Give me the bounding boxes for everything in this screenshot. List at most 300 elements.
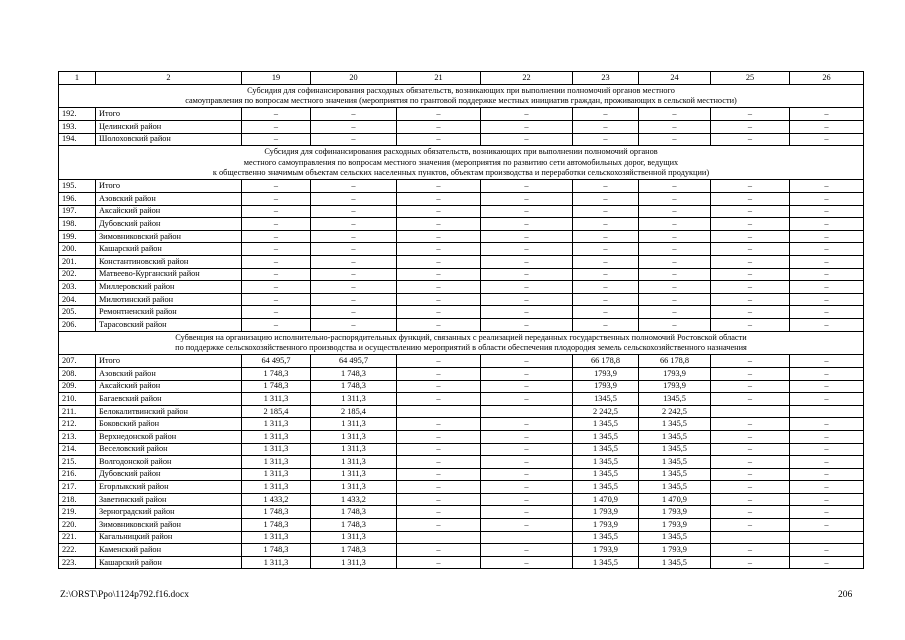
value-cell: – — [481, 468, 573, 481]
value-cell: 1 793,9 — [639, 544, 711, 557]
row-number: 198. — [59, 218, 96, 231]
value-cell: – — [311, 255, 397, 268]
value-cell: – — [790, 243, 864, 256]
section-title-line: Субсидия для софинансирования расходных обязательств, возникающих при выполнении полномочий органов — [264, 147, 658, 157]
value-cell: – — [711, 108, 790, 121]
value-cell: – — [311, 281, 397, 294]
table-row — [59, 519, 864, 532]
table-row — [59, 355, 864, 368]
value-cell: – — [573, 180, 639, 193]
value-cell: 1 748,3 — [242, 506, 311, 519]
value-cell: – — [481, 456, 573, 469]
value-cell: 1 311,3 — [311, 418, 397, 431]
table-row — [59, 456, 864, 469]
value-cell: – — [711, 293, 790, 306]
value-cell: 1 311,3 — [311, 443, 397, 456]
value-cell: – — [790, 493, 864, 506]
value-cell: – — [242, 205, 311, 218]
value-cell: – — [573, 268, 639, 281]
section-title-line: местного самоуправления по вопросам местного значения (мероприятия по развитию сети автомобильных дорог, ведущих — [243, 157, 679, 167]
value-cell: – — [711, 205, 790, 218]
value-cell: – — [397, 430, 481, 443]
value-cell: – — [711, 218, 790, 231]
table-row — [59, 318, 864, 331]
value-cell: – — [711, 133, 790, 146]
value-cell: 1793,9 — [639, 367, 711, 380]
row-name: Азовский район — [96, 367, 242, 380]
value-cell: – — [639, 318, 711, 331]
table-row — [59, 418, 864, 431]
value-cell: – — [397, 443, 481, 456]
value-cell: 2 185,4 — [242, 405, 311, 418]
value-cell: – — [242, 108, 311, 121]
value-cell: – — [481, 506, 573, 519]
row-name: Багаевский район — [96, 393, 242, 406]
value-cell: – — [481, 281, 573, 294]
value-cell: – — [242, 243, 311, 256]
table-row — [59, 121, 864, 134]
value-cell: 1 311,3 — [311, 531, 397, 544]
value-cell: – — [639, 218, 711, 231]
table-row — [59, 443, 864, 456]
footer-file-path: Z:\ORST\Ppo\1124p792.f16.docx — [60, 590, 189, 600]
value-cell: – — [711, 418, 790, 431]
value-cell: – — [481, 556, 573, 569]
row-number: 197. — [59, 205, 96, 218]
value-cell: – — [481, 121, 573, 134]
value-cell: – — [397, 367, 481, 380]
row-number: 220. — [59, 519, 96, 532]
value-cell: 1 470,9 — [573, 493, 639, 506]
value-cell: – — [790, 180, 864, 193]
row-name: Аксайский район — [96, 205, 242, 218]
row-number: 215. — [59, 456, 96, 469]
value-cell: – — [711, 121, 790, 134]
value-cell: – — [573, 205, 639, 218]
row-number: 211. — [59, 405, 96, 418]
section-header-row — [59, 84, 864, 108]
value-cell: 1 345,5 — [573, 531, 639, 544]
value-cell: 1 345,5 — [573, 456, 639, 469]
value-cell: 1793,9 — [573, 367, 639, 380]
table-row — [59, 306, 864, 319]
value-cell: – — [481, 255, 573, 268]
value-cell: – — [790, 468, 864, 481]
row-number: 212. — [59, 418, 96, 431]
table-body — [59, 72, 864, 569]
value-cell: – — [573, 108, 639, 121]
value-cell: – — [790, 556, 864, 569]
value-cell: 1 345,5 — [639, 481, 711, 494]
value-cell: 1 345,5 — [639, 430, 711, 443]
value-cell: – — [242, 318, 311, 331]
row-number: 222. — [59, 544, 96, 557]
row-number: 221. — [59, 531, 96, 544]
value-cell: – — [573, 281, 639, 294]
value-cell: – — [790, 121, 864, 134]
value-cell: – — [397, 306, 481, 319]
value-cell: – — [481, 367, 573, 380]
value-cell: – — [711, 243, 790, 256]
table-row — [59, 556, 864, 569]
row-name: Каменский район — [96, 544, 242, 557]
value-cell: – — [397, 556, 481, 569]
value-cell: 1 311,3 — [311, 430, 397, 443]
section-title-line: к общественно значимым объектам сельских населенных пунктов, объектам производства и переработки сельскохозяйственной продукции) — [212, 168, 710, 177]
row-name: Верхнедонской район — [96, 430, 242, 443]
value-cell: – — [481, 380, 573, 393]
value-cell: – — [481, 243, 573, 256]
table-row — [59, 268, 864, 281]
value-cell: 1 345,5 — [639, 443, 711, 456]
value-cell: – — [481, 318, 573, 331]
row-number: 210. — [59, 393, 96, 406]
row-number: 213. — [59, 430, 96, 443]
row-name: Итого — [96, 180, 242, 193]
value-cell: – — [397, 393, 481, 406]
value-cell — [711, 531, 790, 544]
value-cell: – — [397, 418, 481, 431]
value-cell: – — [397, 355, 481, 368]
value-cell: – — [639, 268, 711, 281]
value-cell: – — [790, 218, 864, 231]
value-cell: – — [790, 133, 864, 146]
value-cell: – — [481, 180, 573, 193]
value-cell: – — [397, 108, 481, 121]
row-name: Заветинский район — [96, 493, 242, 506]
value-cell: – — [711, 255, 790, 268]
table-row — [59, 243, 864, 256]
value-cell: 1345,5 — [573, 393, 639, 406]
value-cell: – — [711, 380, 790, 393]
value-cell: 66 178,8 — [639, 355, 711, 368]
row-name: Веселовский район — [96, 443, 242, 456]
value-cell: 1 311,3 — [242, 443, 311, 456]
value-cell: – — [481, 481, 573, 494]
row-name: Азовский район — [96, 193, 242, 206]
value-cell: 1 311,3 — [311, 556, 397, 569]
value-cell: – — [481, 493, 573, 506]
row-name: Милютинский район — [96, 293, 242, 306]
value-cell: – — [311, 318, 397, 331]
value-cell: 1 311,3 — [242, 418, 311, 431]
value-cell: – — [639, 306, 711, 319]
value-cell: 1 311,3 — [242, 393, 311, 406]
table-row — [59, 108, 864, 121]
value-cell: – — [397, 243, 481, 256]
section-title-line: Субсидия для софинансирования расходных обязательств, возникающих при выполнении полномочий органов местного — [247, 85, 675, 95]
section-title-line: Субвенция на организацию исполнительно-распорядительных функций, связанных с реализацией переданных государственных полномочий Ростовской области — [175, 332, 747, 342]
table-row — [59, 230, 864, 243]
row-number: 206. — [59, 318, 96, 331]
value-cell: – — [397, 218, 481, 231]
value-cell: – — [311, 133, 397, 146]
table-row — [59, 393, 864, 406]
value-cell: 1 748,3 — [311, 506, 397, 519]
value-cell: – — [790, 255, 864, 268]
value-cell: – — [790, 380, 864, 393]
table-row — [59, 180, 864, 193]
value-cell: 64 495,7 — [311, 355, 397, 368]
value-cell: – — [397, 493, 481, 506]
value-cell: – — [790, 355, 864, 368]
row-name: Боковский район — [96, 418, 242, 431]
value-cell: – — [311, 193, 397, 206]
value-cell: – — [711, 355, 790, 368]
value-cell: – — [397, 121, 481, 134]
value-cell: – — [311, 293, 397, 306]
value-cell: – — [711, 393, 790, 406]
value-cell: – — [639, 193, 711, 206]
value-cell: 1 748,3 — [311, 544, 397, 557]
value-cell: – — [481, 205, 573, 218]
value-cell — [790, 531, 864, 544]
column-header: 21 — [397, 72, 481, 85]
value-cell: 1 311,3 — [311, 481, 397, 494]
value-cell: 1 470,9 — [639, 493, 711, 506]
value-cell: 1 433,2 — [311, 493, 397, 506]
section-header-row — [59, 146, 864, 180]
value-cell: – — [311, 230, 397, 243]
value-cell: – — [573, 218, 639, 231]
value-cell: – — [639, 133, 711, 146]
value-cell: – — [573, 121, 639, 134]
table-row — [59, 293, 864, 306]
value-cell: – — [481, 393, 573, 406]
value-cell: – — [711, 193, 790, 206]
value-cell: – — [790, 108, 864, 121]
row-name: Кагальницкий район — [96, 531, 242, 544]
value-cell: 1 311,3 — [311, 468, 397, 481]
value-cell: – — [790, 318, 864, 331]
value-cell: – — [481, 306, 573, 319]
value-cell: – — [711, 544, 790, 557]
value-cell: 1 311,3 — [311, 393, 397, 406]
value-cell: 1 793,9 — [639, 519, 711, 532]
row-number: 216. — [59, 468, 96, 481]
value-cell: 1 748,3 — [242, 544, 311, 557]
value-cell: 1 793,9 — [639, 506, 711, 519]
value-cell: – — [573, 293, 639, 306]
value-cell: – — [481, 268, 573, 281]
value-cell: 1 433,2 — [242, 493, 311, 506]
value-cell: – — [397, 180, 481, 193]
value-cell: – — [790, 230, 864, 243]
column-header: 2 — [96, 72, 242, 85]
value-cell — [397, 531, 481, 544]
value-cell: – — [311, 205, 397, 218]
value-cell: – — [711, 481, 790, 494]
column-header: 23 — [573, 72, 639, 85]
value-cell: – — [481, 519, 573, 532]
value-cell: – — [790, 367, 864, 380]
value-cell: 1 345,5 — [573, 430, 639, 443]
row-name: Итого — [96, 108, 242, 121]
column-header: 24 — [639, 72, 711, 85]
row-number: 192. — [59, 108, 96, 121]
value-cell: – — [639, 108, 711, 121]
value-cell: – — [711, 268, 790, 281]
value-cell: – — [397, 468, 481, 481]
row-name: Егорлыкский район — [96, 481, 242, 494]
value-cell: 1 748,3 — [242, 367, 311, 380]
value-cell: – — [397, 205, 481, 218]
value-cell: 1 311,3 — [242, 468, 311, 481]
table-row — [59, 405, 864, 418]
value-cell: 1 311,3 — [242, 456, 311, 469]
row-number: 194. — [59, 133, 96, 146]
value-cell: – — [639, 281, 711, 294]
value-cell: – — [397, 255, 481, 268]
value-cell: – — [481, 443, 573, 456]
column-header: 19 — [242, 72, 311, 85]
value-cell: – — [481, 108, 573, 121]
value-cell: – — [397, 230, 481, 243]
value-cell: 1 311,3 — [242, 430, 311, 443]
value-cell: 1 748,3 — [242, 519, 311, 532]
value-cell: 66 178,8 — [573, 355, 639, 368]
section-header-row — [59, 331, 864, 355]
value-cell: – — [311, 121, 397, 134]
footer-page-number: 206 — [838, 590, 853, 600]
row-name: Волгодонской район — [96, 456, 242, 469]
row-number: 202. — [59, 268, 96, 281]
row-name: Дубовский район — [96, 218, 242, 231]
value-cell: – — [481, 133, 573, 146]
value-cell: 1 748,3 — [311, 519, 397, 532]
value-cell: 1793,9 — [639, 380, 711, 393]
value-cell: 2 242,5 — [639, 405, 711, 418]
value-cell: 1 748,3 — [311, 380, 397, 393]
row-number: 203. — [59, 281, 96, 294]
table-row — [59, 218, 864, 231]
value-cell: 1 345,5 — [639, 456, 711, 469]
value-cell: – — [242, 180, 311, 193]
row-number: 207. — [59, 355, 96, 368]
table-row — [59, 205, 864, 218]
value-cell: – — [790, 193, 864, 206]
value-cell: – — [711, 281, 790, 294]
row-name: Зимовниковский район — [96, 230, 242, 243]
value-cell: 1 311,3 — [311, 456, 397, 469]
row-number: 204. — [59, 293, 96, 306]
value-cell: 1 345,5 — [639, 531, 711, 544]
value-cell: 1 748,3 — [242, 380, 311, 393]
value-cell: – — [790, 393, 864, 406]
value-cell: 1 345,5 — [639, 418, 711, 431]
row-name: Матвеево-Курганский район — [96, 268, 242, 281]
row-name: Целинский район — [96, 121, 242, 134]
value-cell: – — [481, 193, 573, 206]
value-cell: 1 311,3 — [242, 531, 311, 544]
value-cell: – — [639, 121, 711, 134]
row-number: 196. — [59, 193, 96, 206]
value-cell: – — [481, 293, 573, 306]
value-cell — [397, 405, 481, 418]
column-header-row — [59, 72, 864, 85]
value-cell: – — [397, 268, 481, 281]
value-cell: – — [573, 318, 639, 331]
row-number: 223. — [59, 556, 96, 569]
value-cell: – — [639, 255, 711, 268]
value-cell: 1 345,5 — [639, 468, 711, 481]
value-cell: – — [397, 281, 481, 294]
table-row — [59, 430, 864, 443]
value-cell: – — [481, 218, 573, 231]
table-row — [59, 531, 864, 544]
value-cell: – — [242, 255, 311, 268]
table-row — [59, 481, 864, 494]
value-cell: – — [639, 293, 711, 306]
value-cell: – — [311, 306, 397, 319]
value-cell: – — [711, 556, 790, 569]
value-cell: – — [397, 544, 481, 557]
value-cell: – — [790, 205, 864, 218]
value-cell: – — [242, 268, 311, 281]
value-cell: – — [790, 456, 864, 469]
value-cell: – — [311, 108, 397, 121]
value-cell: – — [573, 133, 639, 146]
table-row — [59, 367, 864, 380]
value-cell — [711, 405, 790, 418]
value-cell: 2 242,5 — [573, 405, 639, 418]
value-cell: – — [481, 544, 573, 557]
row-number: 195. — [59, 180, 96, 193]
value-cell: – — [397, 380, 481, 393]
value-cell: – — [711, 306, 790, 319]
value-cell: – — [639, 243, 711, 256]
table-row — [59, 380, 864, 393]
value-cell: – — [397, 519, 481, 532]
value-cell: 1 345,5 — [573, 481, 639, 494]
value-cell: – — [481, 430, 573, 443]
value-cell: – — [397, 456, 481, 469]
value-cell: 1345,5 — [639, 393, 711, 406]
value-cell: – — [790, 306, 864, 319]
row-number: 201. — [59, 255, 96, 268]
value-cell: – — [711, 230, 790, 243]
value-cell: – — [790, 268, 864, 281]
value-cell: – — [397, 133, 481, 146]
value-cell: 1 793,9 — [573, 519, 639, 532]
table-row — [59, 468, 864, 481]
row-number: 218. — [59, 493, 96, 506]
value-cell: 1793,9 — [573, 380, 639, 393]
value-cell: – — [790, 481, 864, 494]
value-cell: – — [711, 443, 790, 456]
row-number: 205. — [59, 306, 96, 319]
value-cell: – — [790, 519, 864, 532]
value-cell: – — [711, 367, 790, 380]
row-number: 219. — [59, 506, 96, 519]
value-cell: – — [481, 230, 573, 243]
value-cell: – — [481, 355, 573, 368]
section-title — [59, 84, 864, 108]
value-cell: – — [242, 230, 311, 243]
value-cell: – — [639, 230, 711, 243]
value-cell: – — [790, 506, 864, 519]
value-cell: – — [481, 418, 573, 431]
row-name: Кашарский район — [96, 243, 242, 256]
row-name: Миллеровский район — [96, 281, 242, 294]
row-name: Шолоховский район — [96, 133, 242, 146]
value-cell: 1 345,5 — [573, 556, 639, 569]
value-cell: – — [711, 519, 790, 532]
value-cell: – — [311, 268, 397, 281]
value-cell: – — [711, 318, 790, 331]
value-cell: – — [311, 243, 397, 256]
row-name: Кашарский район — [96, 556, 242, 569]
